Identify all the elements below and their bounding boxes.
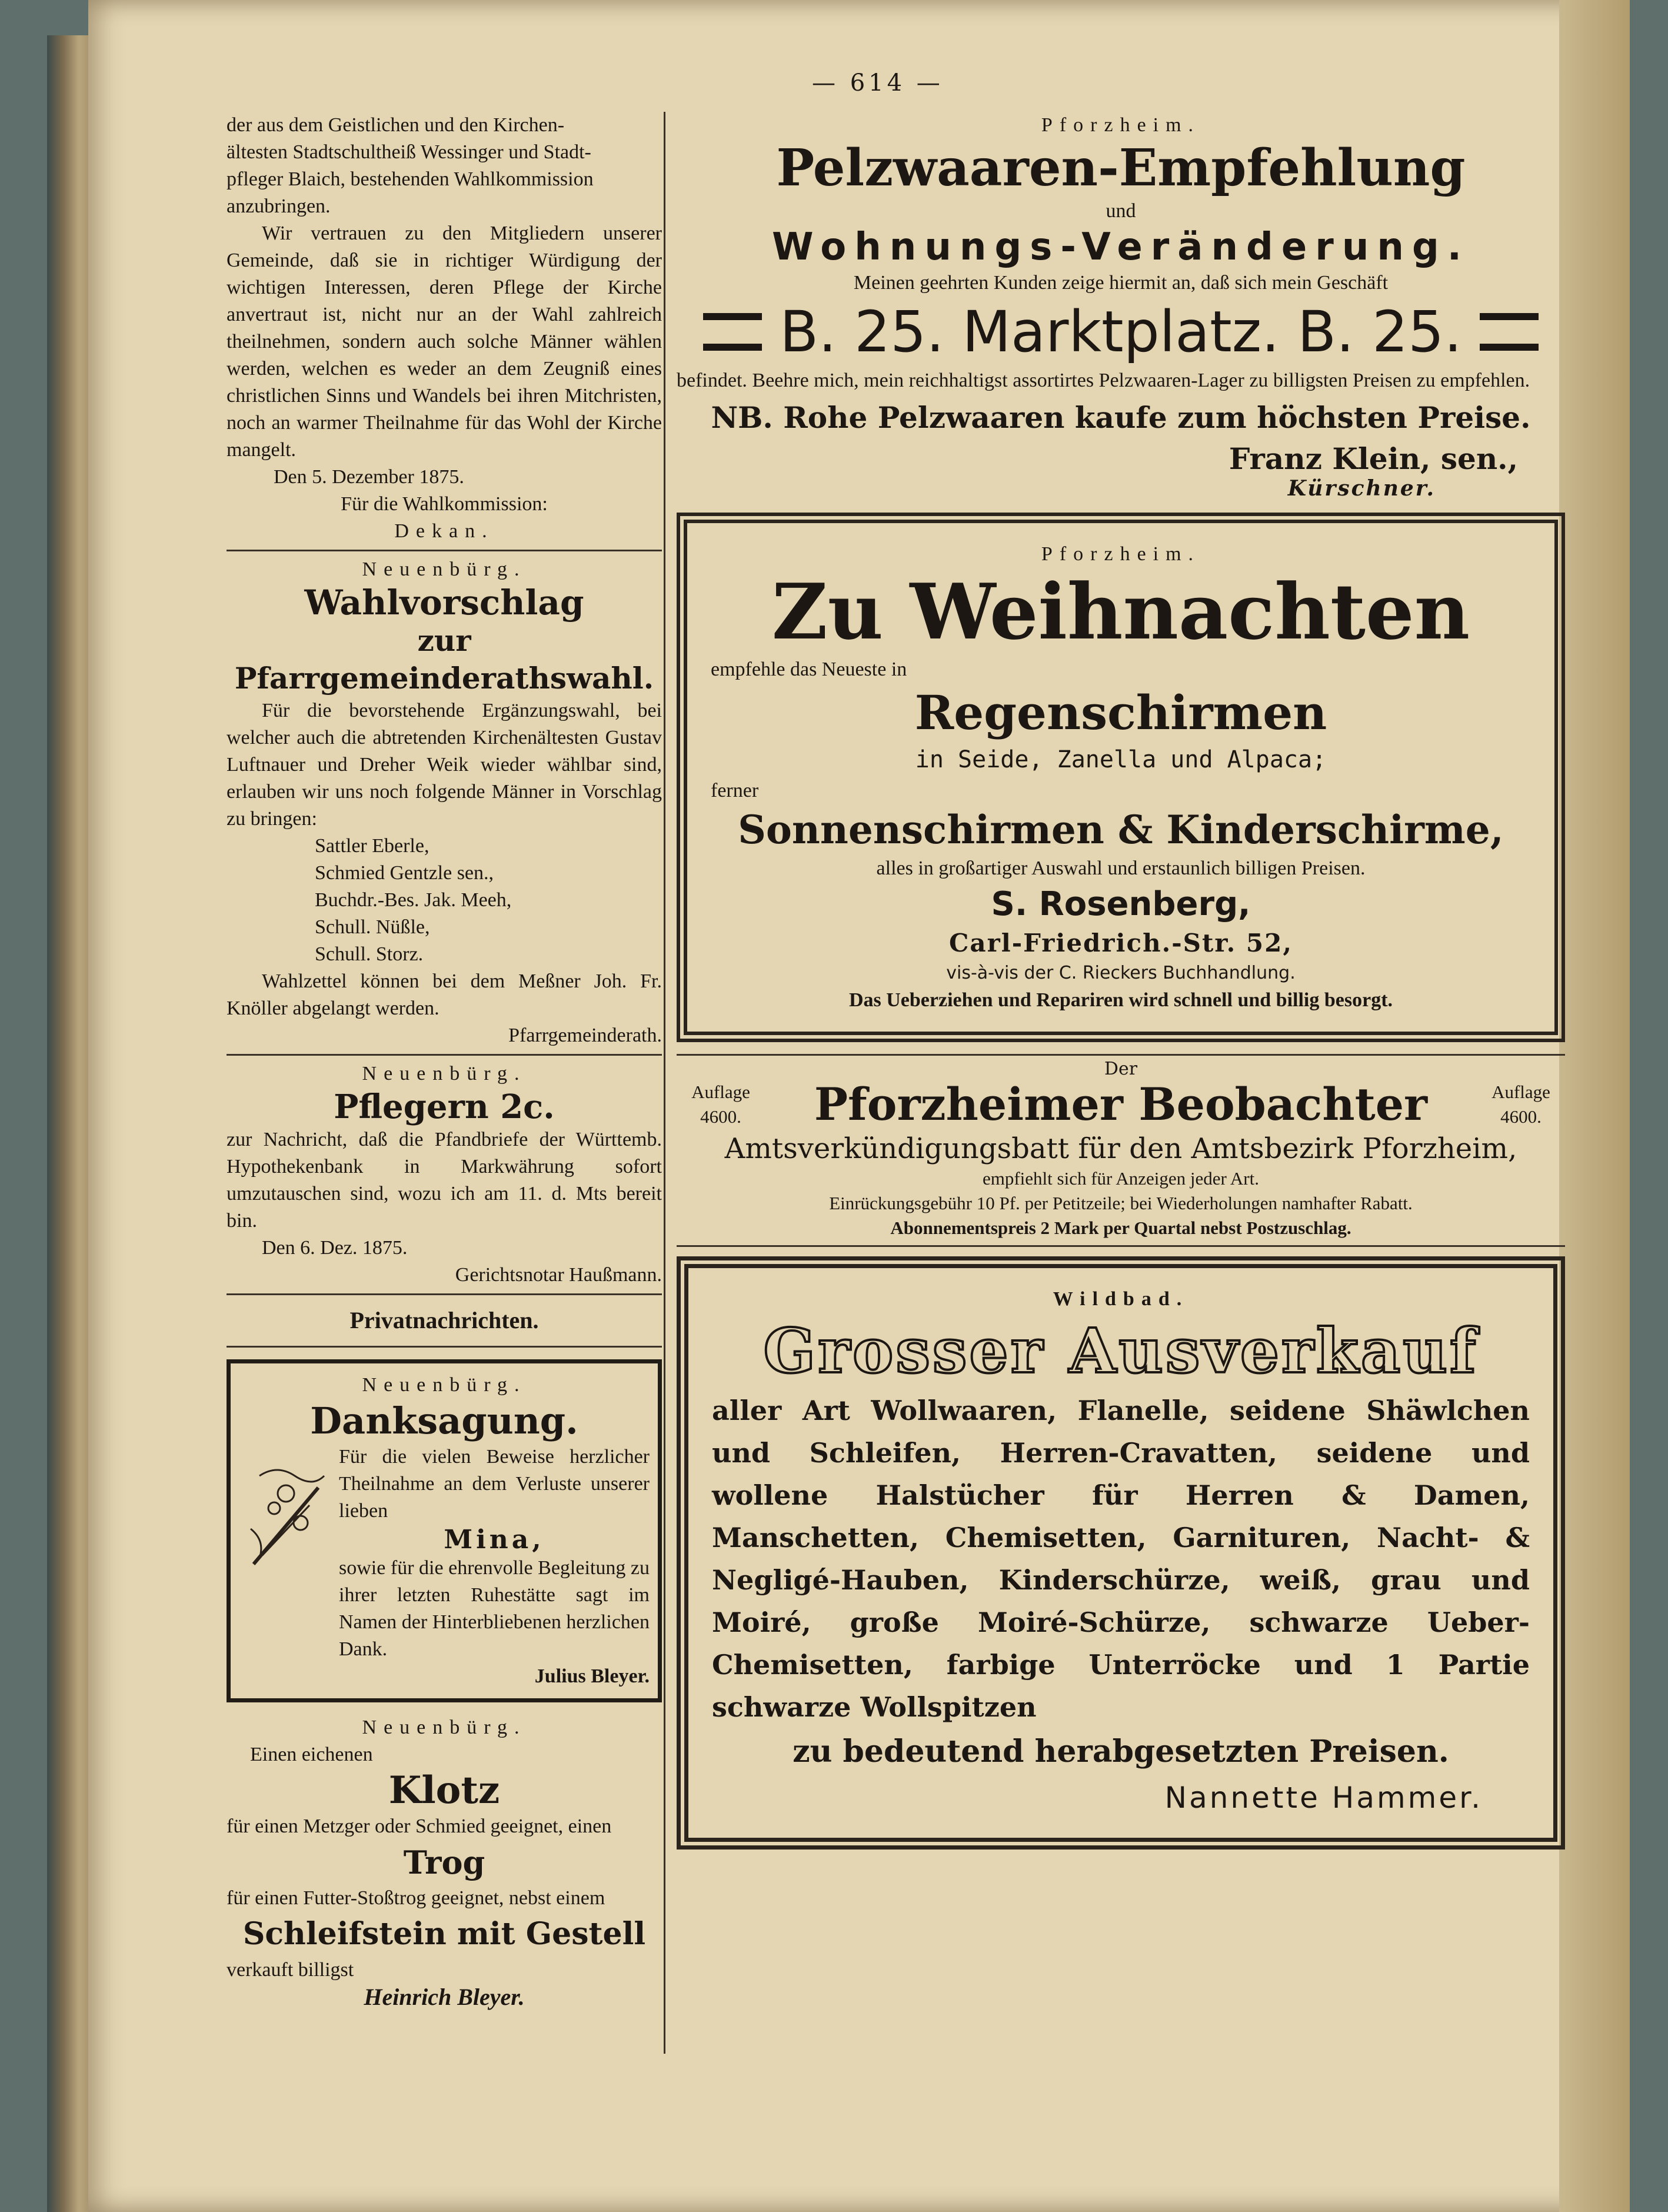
column-divider (664, 112, 665, 2054)
wild-signature: Nannette Hammer. (1164, 1781, 1483, 1815)
pfleger-title: Pflegern 2c. (334, 1087, 555, 1126)
weih-note: Das Ueberziehen und Repariren wird schnell und billig besorgt. (848, 989, 1393, 1011)
pelz-address: B. 25. Marktplatz. B. 25. (780, 299, 1462, 365)
danksagung-box (227, 1359, 662, 1702)
dank-text: sowie für die ehrenvolle Begleitung zu ihrer letzten Ruhestätte sagt im Namen der Hinterbliebenen herzlichen Dank. (339, 1557, 650, 1660)
wild-text: aller Art Wollwaaren, Flanelle, seidene Shäwlchen und Schleifen, Herren-Cravatten, seidene und wollene Halstücher für Herren & Damen, Manschetten, Chemisetten, Garnituren, Nacht- & Negligé-Hauben, Kinderschürze, weiß, grau und Moiré, große Moiré-Schürze, schwarze Ueber-Chemisetten, farbige Unterröcke und 1 Partie schwarze Wollspitzen (712, 1395, 1530, 1723)
pelz-text: Meinen geehrten Kunden zeige hiermit an, daß sich mein Geschäft (853, 272, 1389, 294)
sale-description: für einen Metzger oder Schmied geeignet, einen (227, 1815, 612, 1837)
beo-auflage-value: 4600. (700, 1106, 741, 1127)
beo-auflage-label: Auflage (691, 1082, 750, 1102)
dank-body (239, 1443, 650, 1663)
pelz-nb: NB. Rohe Pelzwaaren kaufe zum höchsten Preise. (711, 400, 1531, 435)
dank-title: Danksagung. (310, 1399, 578, 1442)
weih-signature: S. Rosenberg, (991, 885, 1251, 923)
candidate: Sattler Eberle, (315, 835, 430, 857)
wild-title: Grosser Ausverkauf (763, 1315, 1479, 1387)
bar-ornament (703, 313, 762, 351)
dank-text-block (339, 1443, 650, 1663)
right-column (677, 112, 1565, 1850)
beo-title-row (677, 1078, 1565, 1131)
private-header: Privatnachrichten. (349, 1307, 539, 1333)
beo-auflage-right (1477, 1080, 1565, 1129)
weih-material: in Seide, Zanella und Alpaca; (915, 746, 1327, 773)
weihnachten-box (677, 513, 1565, 1042)
divider (227, 1054, 662, 1056)
beo-line: Abonnementspreis 2 Mark per Quartal nebst Postzuschlag. (890, 1218, 1351, 1238)
dank-text: Für die vielen Beweise herzlicher Theilnahme an dem Verluste unserer lieben (339, 1446, 650, 1522)
wahl-note: Wahlzettel können bei dem Meßner Joh. Fr. Knöller abgelangt werden. (227, 970, 662, 1019)
candidate: Schmied Gentzle sen., (315, 862, 494, 884)
candidate: Schull. Nüßle, (315, 916, 430, 938)
weih-item2: Sonnenschirmen & Kinderschirme, (738, 807, 1504, 853)
left-column (227, 112, 662, 2011)
sale-item-trog: Trog (403, 1844, 485, 1881)
bar-ornament (1480, 313, 1539, 351)
beo-line: empfiehlt sich für Anzeigen jeder Art. (982, 1168, 1259, 1189)
sale-description: für einen Futter-Stoßtrog geeignet, nebst einem (227, 1887, 605, 1909)
wahl-text: Für die bevorstehende Ergänzungswahl, bei welcher auch die abtretenden Kirchenältesten Gustav Luftnauer und Dreher Weik wieder wählbar sind, erlauben wir uns noch folgende Männer in Vorschlag zu bringen: (227, 700, 662, 830)
sale-item-schleifstein: Schleifstein mit Gestell (242, 1916, 646, 1952)
signature-dekan: Dekan. (394, 520, 494, 542)
divider (677, 1054, 1565, 1056)
place-line: Wildbad. (1053, 1288, 1189, 1310)
weih-text: empfehle das Neueste in (711, 658, 907, 680)
weih-title: Zu Weihnachten (771, 567, 1470, 657)
pelz-subtitle: Wohnungs-Veränderung. (771, 225, 1470, 269)
wahl-subtitle: zur Pfarrgemeinderathswahl. (234, 623, 654, 696)
wreath-icon (239, 1443, 333, 1591)
beo-der: Der (1104, 1059, 1138, 1079)
candidate: Schull. Storz. (315, 943, 424, 965)
weih-item: Regenschirmen (914, 685, 1327, 740)
date-line: Den 6. Dez. 1875. (262, 1237, 408, 1259)
pelz-signature: Franz Klein, sen., (1228, 441, 1518, 476)
sale-note: verkauft billigst (227, 1959, 354, 1981)
pfleger-text: zur Nachricht, daß die Pfandbriefe der Württemb. Hypothekenbank in Markwährung sofort umzutauschen sind, wozu ich am 11. d. Mts bereit bin. (227, 1129, 662, 1232)
wahl-signature: Pfarrgemeinderath. (508, 1024, 662, 1046)
beo-line: Einrückungsgebühr 10 Pf. per Petitzeile; bei Wiederholungen namhafter Rabatt. (829, 1193, 1413, 1213)
intro-line: anzubringen. (227, 195, 331, 217)
candidate: Buchdr.-Bes. Jak. Meeh, (315, 889, 512, 911)
sale-signature: Heinrich Bleyer. (364, 1984, 525, 2010)
beo-subtitle: Amtsverkündigungsbatt für den Amtsbezirk Pforzheim, (724, 1132, 1517, 1165)
commission-label: Für die Wahlkommission: (341, 493, 548, 515)
pelz-text: befindet. Beehre mich, mein reichhaltigst assortirtes Pelzwaaren-Lager zu billigsten Preisen zu empfehlen. (677, 370, 1530, 391)
place-line: Neuenbürg. (362, 1374, 527, 1396)
place-line: Pforzheim. (1041, 543, 1201, 565)
wild-price: zu bedeutend herabgesetzten Preisen. (793, 1734, 1449, 1769)
commission-paragraph: Wir vertrauen zu den Mitgliedern unserer Gemeinde, daß sie in richtiger Würdigung der wichtigen Interessen, deren Pflege der Kirche anvertraut ist, nicht nur an der Wahl zahlreich theilnehmen, sondern auch solche Männer wählen werden, welchen es weder an dem Zeugniß eines christlichen Sinns und Wandels bei ihren Mitchristen, noch an warmer Theilnahme für das Wohl der Kirche mangelt. (227, 222, 662, 461)
dank-name: Mina, (444, 1525, 545, 1555)
page-edge (1559, 0, 1630, 2212)
pfleger-signature: Gerichtsnotar Haußmann. (455, 1264, 662, 1286)
intro-line: der aus dem Geistlichen und den Kirchen- (227, 114, 565, 136)
beo-title: Pforzheimer Beobachter (814, 1078, 1428, 1130)
weih-vis: vis-à-vis der C. Rieckers Buchhandlung. (946, 963, 1296, 983)
intro-line: ältesten Stadtschultheiß Wessinger und Stadt- (227, 141, 591, 163)
divider (227, 550, 662, 551)
weih-ferner: ferner (711, 780, 759, 801)
place-line: Neuenbürg. (362, 1717, 527, 1738)
dank-signature: Julius Bleyer. (534, 1665, 650, 1687)
wahl-title: Wahlvorschlag (304, 583, 584, 623)
divider (677, 1245, 1565, 1247)
sale-item-klotz: Klotz (388, 1768, 500, 1812)
pelz-role: Kürschner. (1287, 476, 1436, 501)
intro-text (227, 112, 662, 220)
pelz-title: Pelzwaaren-Empfehlung (776, 138, 1466, 198)
place-line: Pforzheim. (1041, 114, 1201, 136)
weih-address: Carl-Friedrich.-Str. 52, (949, 929, 1293, 957)
pelz-und: und (1106, 200, 1136, 222)
page-number: — 614 — (812, 69, 944, 97)
beo-auflage-label: Auflage (1491, 1082, 1550, 1102)
divider (227, 1346, 662, 1348)
sale-intro: Einen eichenen (250, 1744, 373, 1765)
weih-text: alles in großartiger Auswahl und erstaunlich billigen Preisen. (876, 857, 1366, 879)
place-line: Neuenbürg. (362, 1063, 527, 1085)
divider (227, 1293, 662, 1295)
place-line: Neuenbürg. (362, 558, 527, 580)
candidate-list (227, 833, 662, 968)
ausverkauf-box (677, 1256, 1565, 1850)
date-line: Den 5. Dezember 1875. (274, 466, 464, 488)
beo-auflage-value: 4600. (1500, 1106, 1542, 1127)
intro-line: pfleger Blaich, bestehenden Wahlkommission (227, 168, 594, 190)
beo-auflage-left (677, 1080, 765, 1129)
pelz-address-row (677, 297, 1565, 367)
